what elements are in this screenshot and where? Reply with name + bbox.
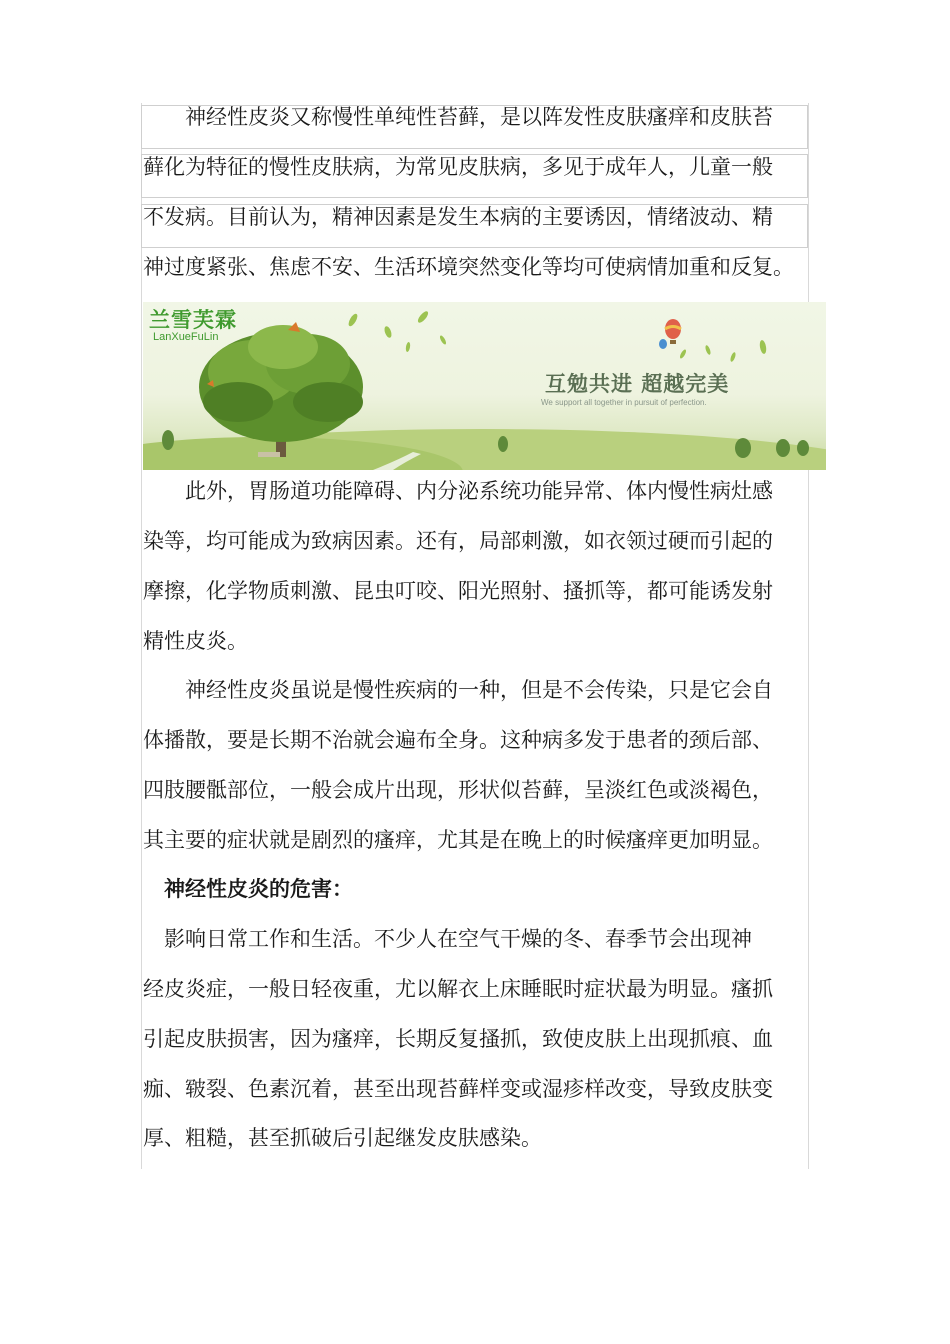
brand-logo-en: LanXueFuLin (153, 331, 219, 343)
paragraph2-line-1: 此外，胃肠道功能障碍、内分泌系统功能异常、体内慢性病灶感 (143, 479, 773, 503)
frame-left-line (141, 103, 142, 1169)
paragraph2-line-2: 染等，均可能成为致病因素。还有，局部刺激，如衣领过硬而引起的 (143, 529, 773, 553)
brand-logo-cn: 兰雪芙霖 (149, 308, 237, 332)
paragraph1-line-2: 藓化为特征的慢性皮肤病，为常见皮肤病，多见于成年人，儿童一般 (143, 155, 773, 179)
paragraph3-line-2: 体播散，要是长期不治就会遍布全身。这种病多发于患者的颈后部、 (143, 728, 773, 752)
paragraph4-line-5: 厚、粗糙，甚至抓破后引起继发皮肤感染。 (143, 1126, 542, 1150)
paragraph2-line-3: 摩擦，化学物质刺激、昆虫叮咬、阳光照射、搔抓等，都可能诱发射 (143, 579, 773, 603)
slogan-en: We support all together in pursuit of perfection. (541, 398, 707, 407)
hot-air-balloon-icon (665, 319, 681, 344)
paragraph4-line-1: 影响日常工作和生活。不少人在空气干燥的冬、春季节会出现神 (143, 927, 752, 951)
paragraph3-line-1: 神经性皮炎虽说是慢性疾病的一种，但是不会传染，只是它会自 (143, 678, 773, 702)
paragraph4-line-3: 引起皮肤损害，因为瘙痒，长期反复搔抓，致使皮肤上出现抓痕、血 (143, 1027, 773, 1051)
paragraph4-line-4: 痂、皲裂、色素沉着，甚至出现苔藓样变或湿疹样改变，导致皮肤变 (143, 1077, 773, 1101)
paragraph3-line-4: 其主要的症状就是剧烈的瘙痒，尤其是在晚上的时候瘙痒更加明显。 (143, 828, 773, 852)
brand-banner (143, 302, 826, 470)
paragraph1-line-1: 神经性皮炎又称慢性单纯性苔藓，是以阵发性皮肤瘙痒和皮肤苔 (143, 105, 773, 129)
paragraph3-line-3: 四肢腰骶部位，一般会成片出现，形状似苔藓，呈淡红色或淡褐色， (143, 778, 773, 802)
section-heading: 神经性皮炎的危害： (143, 877, 353, 901)
paragraph4-line-2: 经皮炎症，一般日轻夜重，尤以解衣上床睡眠时症状最为明显。瘙抓 (143, 977, 773, 1001)
paragraph1-line-4: 神过度紧张、焦虑不安、生活环境突然变化等均可使病情加重和反复。 (143, 255, 794, 279)
paragraph1-line-3: 不发病。目前认为，精神因素是发生本病的主要诱因，情绪波动、精 (143, 205, 773, 229)
paragraph2-line-4: 精性皮炎。 (143, 629, 248, 653)
slogan-cn: 互勉共进 超越完美 (545, 372, 730, 396)
